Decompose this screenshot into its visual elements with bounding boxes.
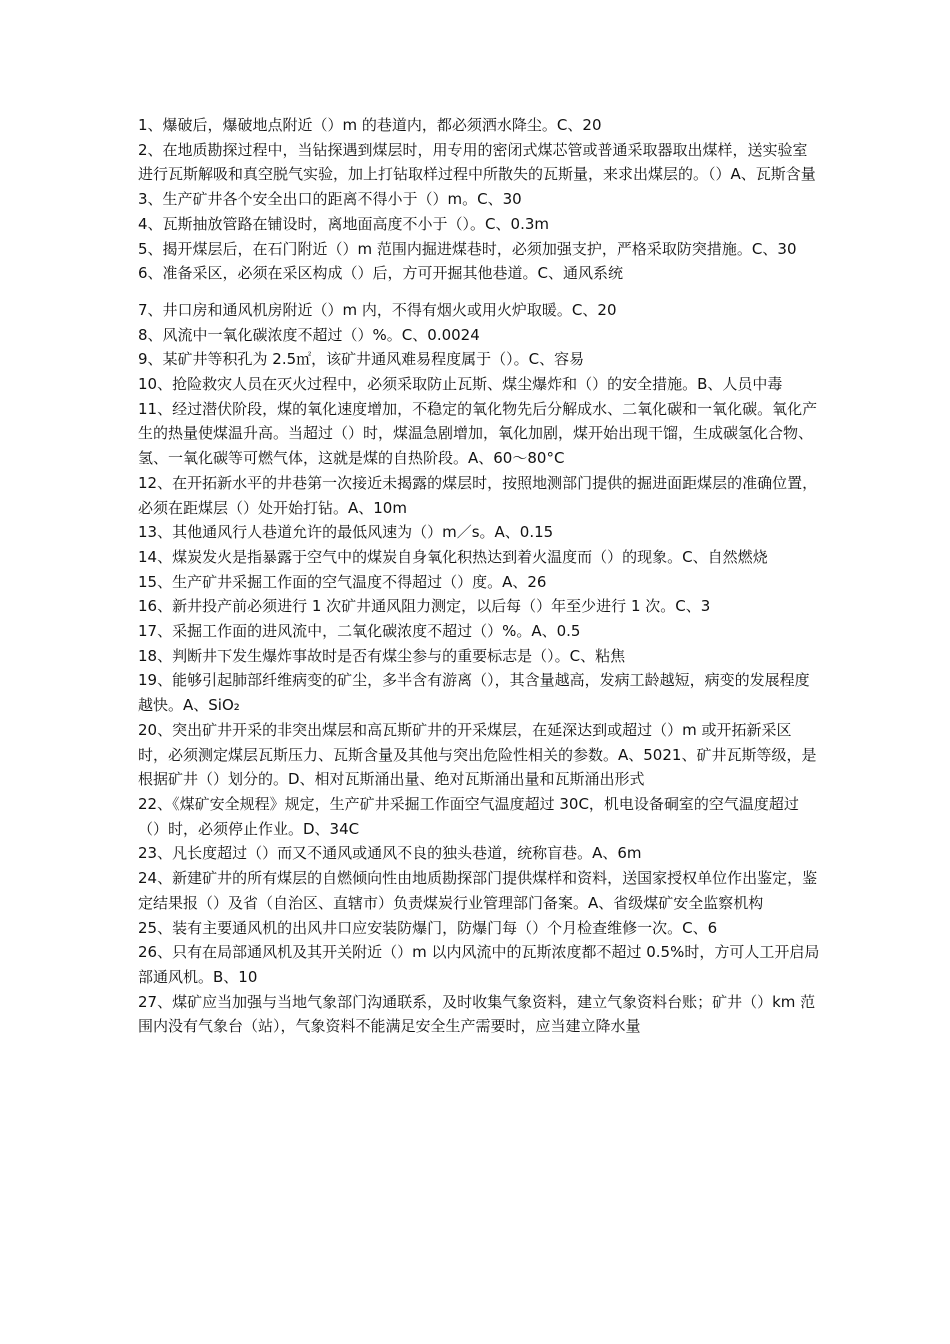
question-26: 26、只有在局部通风机及其开关附近（）m 以内风流中的瓦斯浓度都不超过 0.5%时，方可人工开启局部通风机。B、10	[138, 943, 820, 986]
question-23: 23、凡长度超过（）而又不通风或通风不良的独头巷道，统称盲巷。A、6m	[138, 844, 642, 863]
paragraph-gap	[138, 286, 820, 298]
question-16: 16、新井投产前必须进行 1 次矿井通风阻力测定，以后每（）年至少进行 1 次。C、3	[138, 597, 711, 616]
question-13: 13、其他通风行人巷道允许的最低风速为（）m／s。A、0.15	[138, 523, 554, 542]
question-22: 22、《煤矿安全规程》规定，生产矿井采掘工作面空气温度超过 30C，机电设备硐室的空气温度超过（）时，必须停止作业。D、34C	[138, 794, 799, 838]
question-6: 6、准备采区，必须在采区构成（）后，方可开掘其他巷道。C、通风系统	[138, 264, 624, 283]
question-18: 18、判断井下发生爆炸事故时是否有煤尘参与的重要标志是（）。C、粘焦	[138, 646, 626, 665]
question-14: 14、煤炭发火是指暴露于空气中的煤炭自身氧化积热达到着火温度而（）的现象。C、自然燃烧	[138, 547, 768, 566]
question-3: 3、生产矿井各个安全出口的距离不得小于（）m。C、30	[138, 190, 522, 209]
question-20: 20、突出矿井开采的非突出煤层和高瓦斯矿井的开采煤层，在延深达到或超过（）m 或开拓新采区时，必须测定煤层瓦斯压力、瓦斯含量及其他与突出危险性相关的参数。A、5021、矿井瓦斯等级，是根据矿井（）划分的。D、相对瓦斯涌出量、绝对瓦斯涌出量和瓦斯涌出形式	[138, 720, 817, 789]
question-19: 19、能够引起肺部纤维病变的矿尘，多半含有游离（），其含量越高，发病工龄越短，病变的发展程度越快。A、SiO₂	[138, 671, 810, 715]
question-4: 4、瓦斯抽放管路在铺设时，离地面高度不小于（）。C、0.3m	[138, 214, 549, 233]
question-8: 8、风流中一氧化碳浓度不超过（）%。C、0.0024	[138, 325, 480, 344]
question-2: 2、在地质勘探过程中，当钻探遇到煤层时，用专用的密闭式煤芯管或普通采取器取出煤样，送实验室进行瓦斯解吸和真空脱气实验，加上打钻取样过程中所散失的瓦斯量，来求出煤层的。（）A、瓦斯含量	[138, 140, 816, 184]
question-7: 7、井口房和通风机房附近（）m 内，不得有烟火或用火炉取暖。C、20	[138, 300, 617, 319]
question-24: 24、新建矿井的所有煤层的自燃倾向性由地质勘探部门提供煤样和资料，送国家授权单位作出鉴定，鉴定结果报（）及省（自治区、直辖市）负责煤炭行业管理部门备案。A、省级煤矿安全监察机构	[138, 869, 818, 912]
question-9: 9、某矿井等积孔为 2.5㎡，该矿井通风难易程度属于（）。C、容易	[138, 350, 585, 369]
question-1: 1、爆破后，爆破地点附近（）m 的巷道内，都必须洒水降尘。C、20	[138, 116, 602, 134]
question-15: 15、生产矿井采掘工作面的空气温度不得超过（）度。A、26	[138, 572, 547, 591]
question-11: 11、经过潜伏阶段，煤的氧化速度增加，不稳定的氧化物先后分解成水、二氧化碳和一氧化碳。氧化产生的热量使煤温升高。当超过（）时，煤温急剧增加，氧化加剧，煤开始出现干馏，生成碳氢化合物、氢、一氧化碳等可燃气体，这就是煤的自热阶段。A、60～80°C	[138, 399, 818, 468]
question-17: 17、采掘工作面的进风流中，二氧化碳浓度不超过（）%。A、0.5	[138, 622, 581, 641]
question-10: 10、抢险救灾人员在灭火过程中，必须采取防止瓦斯、煤尘爆炸和（）的安全措施。B、人员中毒	[138, 375, 783, 394]
question-5: 5、揭开煤层后，在石门附近（）m 范围内掘进煤巷时，必须加强支护，严格采取防突措施。C、30	[138, 239, 797, 258]
question-25: 25、装有主要通风机的出风井口应安装防爆门，防爆门每（）个月检查维修一次。C、6	[138, 918, 718, 937]
question-12: 12、在开拓新水平的井巷第一次接近未揭露的煤层时，按照地测部门提供的掘进面距煤层的准确位置，必须在距煤层（）处开始打钻。A、10m	[138, 473, 818, 517]
question-list	[138, 113, 820, 1039]
question-27: 27、煤矿应当加强与当地气象部门沟通联系，及时收集气象资料，建立气象资料台账；矿井（）km 范围内没有气象台（站），气象资料不能满足安全生产需要时，应当建立降水量	[138, 992, 816, 1036]
